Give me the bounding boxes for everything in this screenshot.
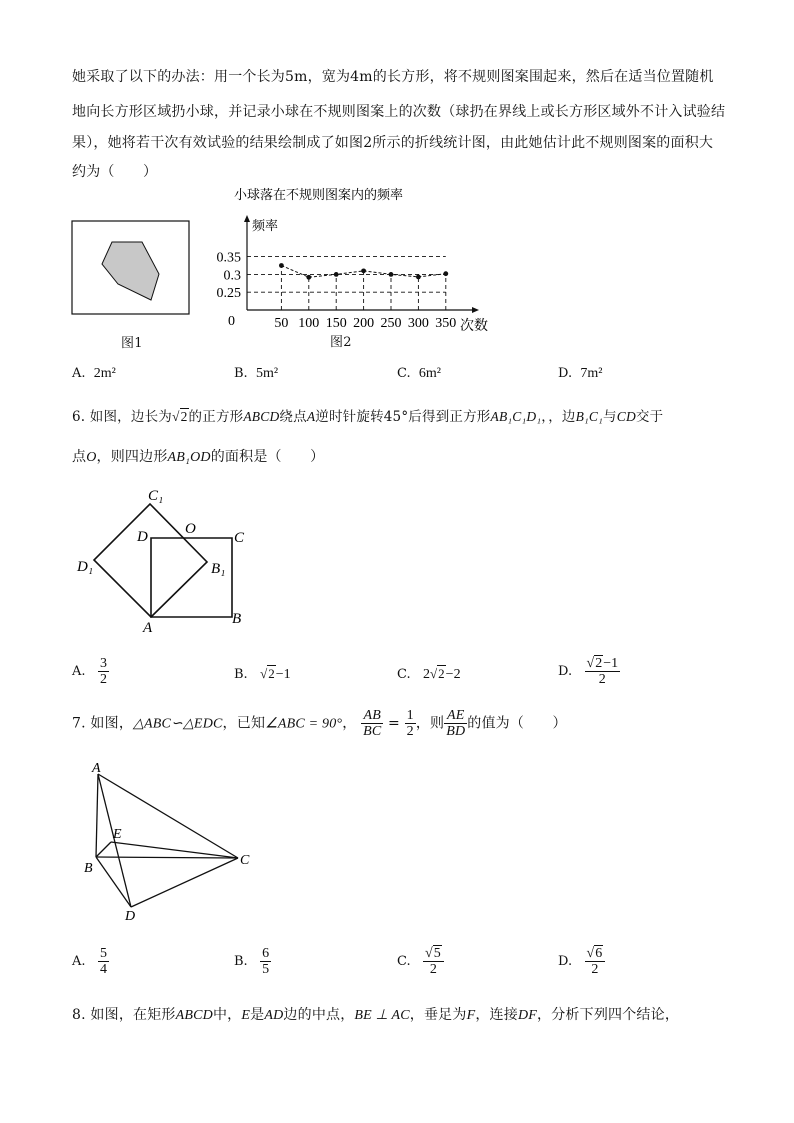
q5-text-line-3: 果），她将若干次有效试验的结果绘制成了如图2所示的折线统计图，由此她估计此不规则图案的面积大 [72,135,714,151]
q6-option-b[interactable]: B. √2−1 [234,666,291,682]
q7-option-d[interactable]: D. $\frac{√6}{2}$ [558,946,605,977]
chart-origin: 0 [228,314,235,329]
q5-option-c[interactable]: C. 6m² [397,366,441,381]
x-tick-label: 350 [435,316,457,331]
q5-option-a[interactable]: A. 2m² [72,366,116,381]
q5-text-line-2: 地向长方形区域扔小球，并记录小球在不规则图案上的次数（球扔在界线上或长方形区域外不计入试验结 [72,104,726,120]
label-E: E [113,827,122,842]
x-tick-label: 200 [353,316,375,331]
label-C: C [240,853,250,868]
frequency-line-chart [200,184,510,354]
data-point [416,274,421,279]
label-A: A [92,761,101,776]
label-C1: C₁ [148,488,164,504]
q6-option-d[interactable]: D. $\frac{√2-1}{2}$ [558,656,619,687]
label-B: B [232,611,242,627]
y-tick-label: 0.3 [223,268,241,284]
x-tick-label: 100 [298,316,320,331]
q6-option-a[interactable]: A. $\frac{3}{2}$ [72,656,107,687]
label-B1: B₁ [211,561,226,577]
q6-text-line-2: 点O，则四边形AB₁OD的面积是（ ） [72,449,325,465]
label-D: D [125,909,136,924]
q7-option-a[interactable]: A. $\frac{5}{4}$ [72,946,107,977]
label-B: B [84,861,93,876]
data-point [389,272,394,277]
q6-text-line-1: 6. 如图，边长为√2的正方形ABCD绕点A逆时针旋转45°后得到正方形AB₁C₁D₁，，边B₁C₁与CD交于 [72,409,664,425]
q7-geometry-figure [80,760,270,925]
x-tick-label: 250 [380,316,402,331]
label-D1: D₁ [77,559,94,575]
chart-title: 小球落在不规则图案内的频率 [234,188,404,203]
y-tick-label: 0.35 [216,250,241,266]
q8-text: 8. 如图，在矩形ABCD中，E是AD边的中点，BE ⊥ AC，垂足为F，连接DF，分析下列四个结论， [72,1007,680,1023]
y-tick-label: 0.25 [216,286,241,302]
label-D: D [137,529,148,545]
label-A: A [143,620,153,636]
q5-option-b[interactable]: B. 5m² [234,366,279,381]
q5-text-line-4: 约为（ ） [72,164,158,180]
q7-text: 7. 如图，△ABC∽△EDC，已知∠ABC = 90°， $\frac{AB}{BC}$ = $\frac{1}{2}$ ，则 $\frac{AE}{BD}$ 的值为（ ） [72,708,567,739]
x-tick-label: 150 [325,316,347,331]
data-point [361,268,366,273]
label-C: C [234,530,245,546]
figure-1 [70,218,194,318]
x-tick-label: 50 [274,316,289,331]
x-axis-arrow [472,307,479,313]
data-point [334,272,339,277]
q6-option-c[interactable]: C. 2√2−2 [397,666,461,682]
data-point [306,275,311,280]
data-point [279,263,284,268]
chart-ylabel: 频率 [252,219,279,234]
figure-2-caption: 图2 [330,335,352,350]
y-axis-arrow [244,215,250,222]
q6-geometry-figure [70,480,280,640]
x-tick-label: 300 [407,316,429,331]
figure-1-caption: 图1 [121,336,143,351]
q5-option-d[interactable]: D. 7m² [558,366,603,381]
q7-option-b[interactable]: B. $\frac{6}{5}$ [234,946,270,977]
label-O: O [185,521,196,537]
chart-xlabel: 次数 [460,318,488,334]
sqrt-2: √2 [171,409,188,424]
q7-option-c[interactable]: C. $\frac{√5}{2}$ [397,946,444,977]
data-point [443,271,448,276]
q5-text-line-1: 她采取了以下的办法：用一个长为5m，宽为4m的长方形，将不规则图案围起来，然后在适当位置随机 [72,69,714,85]
